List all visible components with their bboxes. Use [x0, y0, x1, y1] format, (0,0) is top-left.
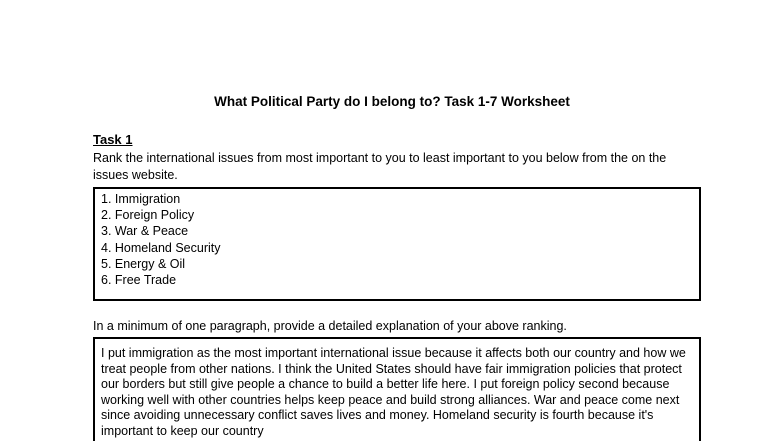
ranking-item-5: 5. Energy & Oil — [101, 256, 186, 271]
explanation-prompt: In a minimum of one paragraph, provide a detailed explanation of your above ranking. — [93, 319, 567, 333]
page-title: What Political Party do I belong to? Task 1-7 Worksheet — [214, 94, 570, 109]
ranking-prompt: Rank the international issues from most important to you to least important to you below from the on the issues website. — [93, 151, 667, 182]
ranking-item-4: 4. Homeland Security — [101, 240, 221, 255]
ranking-item-2: 2. Foreign Policy — [101, 208, 195, 223]
ranking-item-6: 6. Free Trade — [101, 273, 177, 288]
ranking-box — [93, 187, 701, 301]
ranking-item-3: 3. War & Peace — [101, 224, 189, 239]
explanation-answer-box: I put immigration as the most important international issue because it affects both our country and how we treat people from other nations. I think the United States should have fair immigration policies that protect our borders but still give people a chance to build a better life here. I put foreign policy second because working well with other countries helps keep peace and build strong alliances. War and peace come next since avoiding unnecessary conflict saves lives and money. Homeland security is fourth because it's important to keep our country — [93, 337, 701, 441]
ranking-item-1: 1. Immigration — [101, 192, 181, 206]
task-1-heading: Task 1 — [93, 132, 133, 147]
